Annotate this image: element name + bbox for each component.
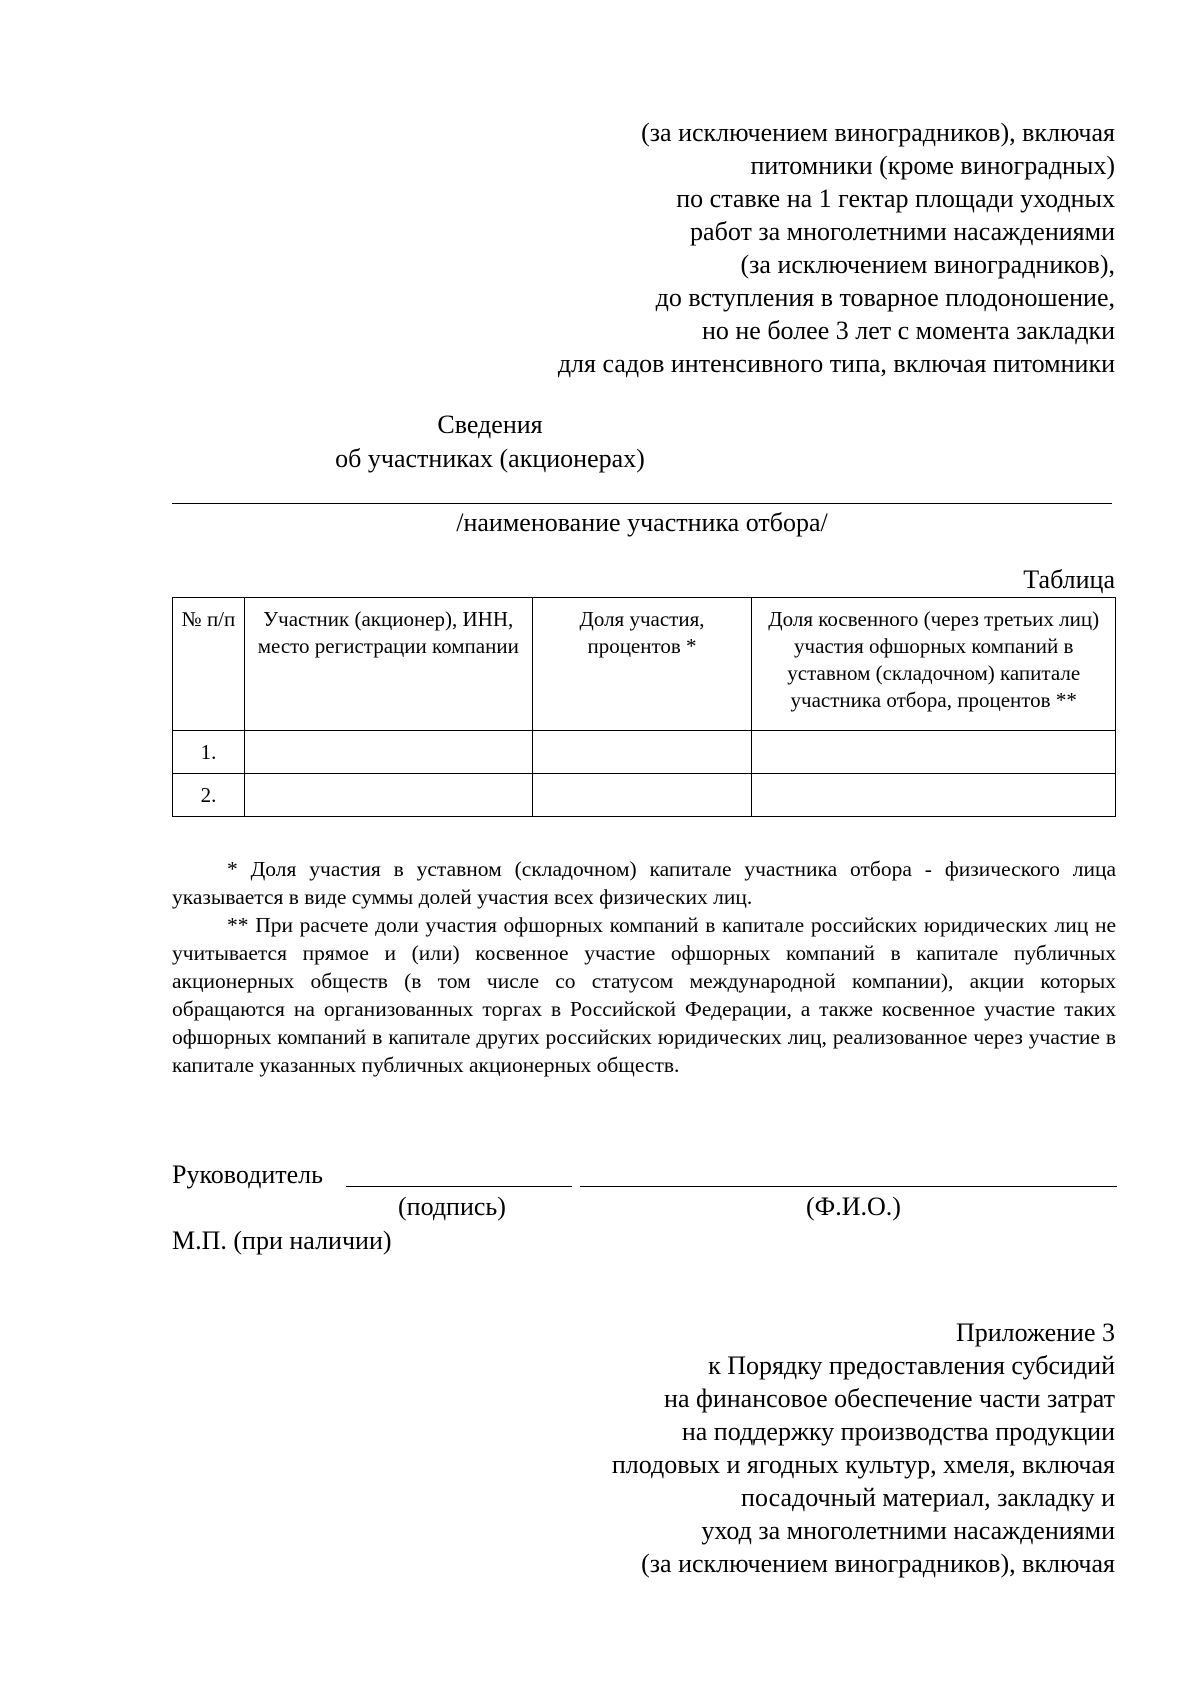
footnote-1: * Доля участия в уставном (складочном) капитале участника отбора - физического лица указывается в виде суммы долей участия всех физических лиц.	[172, 857, 1116, 909]
top-text-line: (за исключением виноградников), включая	[641, 118, 1115, 147]
cell-offshore-share[interactable]	[752, 731, 1116, 774]
top-text-line: (за исключением виноградников),	[740, 250, 1115, 279]
appendix-line: плодовых и ягодных культур, хмеля, включая	[611, 1450, 1115, 1479]
appendix-block	[612, 1316, 1115, 1580]
appendix-line: посадочный материал, закладку и	[741, 1483, 1115, 1512]
table-label: Таблица	[1023, 565, 1115, 594]
footnotes	[172, 855, 1116, 1079]
name-caption: (Ф.И.О.)	[806, 1192, 901, 1221]
participant-caption: /наименование участника отбора/	[456, 508, 828, 537]
signature-label: Руководитель	[172, 1160, 323, 1189]
appendix-line: к Порядку предоставления субсидий	[708, 1351, 1115, 1380]
title-line-2: об участниках (акционерах)	[335, 444, 645, 473]
title-line-1: Сведения	[437, 410, 543, 439]
header-offshore-share: Доля косвенного (через третьих лиц) участия офшорных компаний в уставном (складочном) капитале участника отбора, процентов **	[752, 598, 1116, 731]
appendix-line: (за исключением виноградников), включая	[641, 1549, 1115, 1578]
table-row	[173, 731, 1116, 774]
name-line[interactable]	[580, 1186, 1117, 1187]
appendix-line: Приложение 3	[955, 1318, 1115, 1347]
table-row	[173, 774, 1116, 817]
table-header-row	[173, 598, 1116, 731]
cell-share[interactable]	[532, 731, 752, 774]
top-text-line: но не более 3 лет с момента закладки	[701, 316, 1115, 345]
top-text-block	[558, 116, 1115, 380]
signature-line[interactable]	[346, 1186, 572, 1187]
participant-name-line	[172, 503, 1112, 504]
cell-participant[interactable]	[244, 774, 532, 817]
footnote-2: ** При расчете доли участия офшорных компаний в капитале российских юридических лиц не учитывается прямое и (или) косвенное участие офшорных компаний в капитале публичных акционерных обществ (в том числе со статусом международной компании), акции которых обращаются на организованных торгах в Российской Федерации, а также косвенное участие таких офшорных компаний в капитале других российских юридических лиц, реализованное через участие в капитале указанных публичных акционерных обществ.	[172, 913, 1116, 1077]
participants-table	[172, 597, 1116, 817]
top-text-line: работ за многолетними насаждениями	[690, 217, 1115, 246]
cell-offshore-share[interactable]	[752, 774, 1116, 817]
appendix-line: уход за многолетними насаждениями	[701, 1516, 1115, 1545]
top-text-line: по ставке на 1 гектар площади уходных	[676, 184, 1115, 213]
row-number: 2.	[173, 774, 245, 817]
seal-label: М.П. (при наличии)	[172, 1226, 392, 1255]
signature-caption: (подпись)	[398, 1192, 506, 1221]
row-number: 1.	[173, 731, 245, 774]
top-text-line: для садов интенсивного типа, включая питомники	[557, 349, 1115, 378]
top-text-line: до вступления в товарное плодоношение,	[655, 283, 1115, 312]
document-title	[0, 408, 1090, 476]
appendix-line: на финансовое обеспечение части затрат	[664, 1384, 1115, 1413]
header-number: № п/п	[173, 598, 245, 731]
cell-participant[interactable]	[244, 731, 532, 774]
cell-share[interactable]	[532, 774, 752, 817]
top-text-line: питомники (кроме виноградных)	[750, 151, 1115, 180]
header-participant: Участник (акционер), ИНН, место регистрации компании	[244, 598, 532, 731]
appendix-line: на поддержку производства продукции	[681, 1417, 1115, 1446]
header-share: Доля участия, процентов *	[532, 598, 752, 731]
